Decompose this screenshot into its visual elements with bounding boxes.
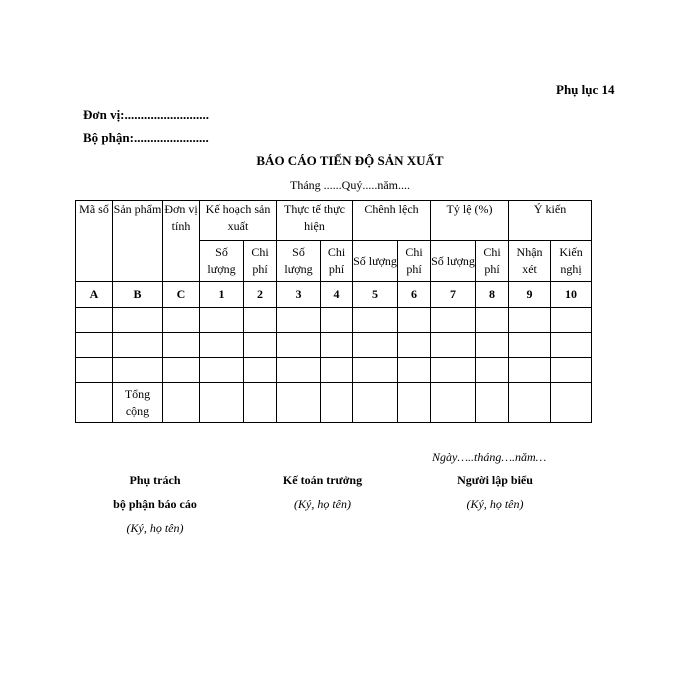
signature-title: Người lập biểu	[457, 473, 533, 487]
signature-title: Phụ trách	[129, 473, 181, 487]
signature-note: (Ký, họ tên)	[126, 521, 184, 535]
signature-note: (Ký, họ tên)	[294, 497, 351, 511]
col-actual-header: Thực tế thực hiện	[277, 201, 353, 241]
col-product-header: Sản phẩm	[113, 201, 163, 282]
actual-quantity-header: Số lượng	[277, 241, 321, 282]
empty-row	[76, 308, 592, 333]
code-cell: 7	[431, 282, 476, 308]
col-opinion-header: Ý kiến	[509, 201, 592, 241]
report-title: BÁO CÁO TIẾN ĐỘ SẢN XUẤT	[256, 153, 444, 168]
diff-cost-header: Chi phí	[398, 241, 431, 282]
signature-block-preparer	[430, 468, 560, 516]
plan-quantity-header: Số lượng	[200, 241, 244, 282]
ratio-cost-header: Chi phí	[476, 241, 509, 282]
code-cell: 3	[277, 282, 321, 308]
report-period: Tháng ......Quý.....năm....	[290, 178, 410, 192]
empty-row	[76, 358, 592, 383]
col-ratio-header: Tỷ lệ (%)	[431, 201, 509, 241]
code-cell: 6	[398, 282, 431, 308]
diff-quantity-header: Số lượng	[353, 241, 398, 282]
signature-block-dept-head	[90, 468, 220, 540]
signature-note: (Ký, họ tên)	[466, 497, 524, 511]
col-diff-header: Chênh lệch	[353, 201, 431, 241]
ratio-quantity-header: Số lượng	[431, 241, 476, 282]
code-cell: A	[76, 282, 113, 308]
col-unit-header: Đơn vị tính	[163, 201, 200, 282]
total-label: Tổng cộng	[113, 383, 163, 423]
code-cell: 9	[509, 282, 551, 308]
plan-cost-header: Chi phí	[244, 241, 277, 282]
production-progress-table	[75, 200, 592, 423]
code-cell: 10	[551, 282, 592, 308]
code-cell: C	[163, 282, 200, 308]
col-plan-header: Kế hoạch sản xuất	[200, 201, 277, 241]
code-cell: 1	[200, 282, 244, 308]
signature-subtitle: bộ phận báo cáo	[113, 497, 197, 511]
signature-date: Ngày…..tháng….năm…	[432, 450, 547, 464]
appendix-label: Phụ lục 14	[556, 82, 615, 97]
signature-block-chief-accountant	[255, 468, 390, 516]
actual-cost-header: Chi phí	[321, 241, 353, 282]
total-row	[76, 383, 592, 423]
signature-title: Kế toán trưởng	[282, 473, 363, 487]
empty-row	[76, 333, 592, 358]
code-cell: 5	[353, 282, 398, 308]
comment-header: Nhận xét	[509, 241, 551, 282]
department-field: Bộ phận:.......................	[83, 130, 209, 145]
code-cell: 4	[321, 282, 353, 308]
unit-field: Đơn vị:..........................	[83, 107, 210, 122]
col-code-header: Mã số	[76, 201, 113, 282]
code-cell: B	[113, 282, 163, 308]
code-cell: 2	[244, 282, 277, 308]
suggestion-header: Kiến nghị	[551, 241, 592, 282]
code-cell: 8	[476, 282, 509, 308]
